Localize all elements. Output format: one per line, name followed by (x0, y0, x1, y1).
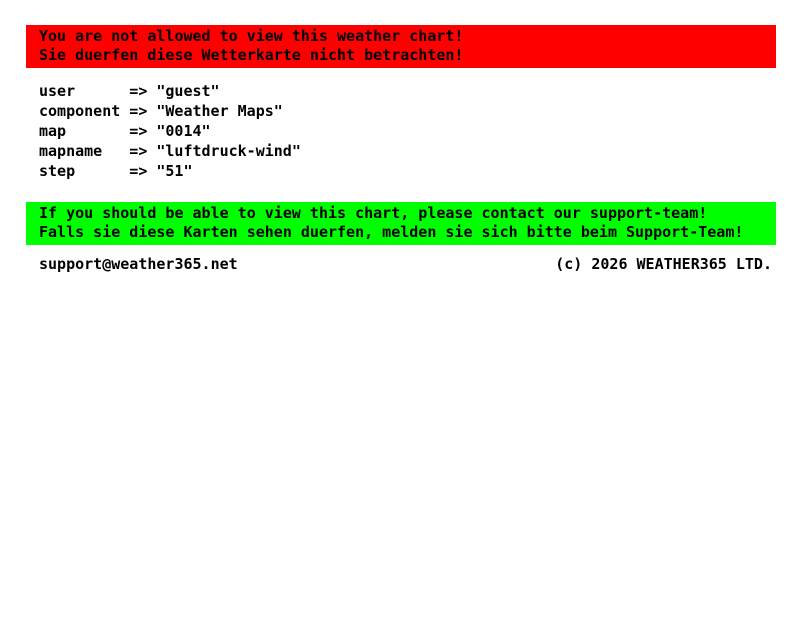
kv-arrow: => (129, 162, 148, 180)
kv-value: "luftdruck-wind" (156, 142, 301, 160)
kv-value: "Weather Maps" (156, 102, 283, 120)
kv-arrow: => (129, 102, 148, 120)
kv-arrow: => (129, 142, 148, 160)
kv-key: mapname (39, 142, 103, 160)
kv-value: "51" (156, 162, 193, 180)
error-page (26, 25, 776, 274)
kv-value: "0014" (156, 122, 211, 140)
access-denied-line-en: You are not allowed to view this weather chart! (39, 27, 464, 45)
footer (26, 254, 776, 274)
kv-key: map (39, 122, 67, 140)
support-info-banner (26, 202, 776, 245)
kv-value: "guest" (156, 82, 220, 100)
kv-row-map (39, 121, 776, 141)
kv-row-user (39, 81, 776, 101)
kv-arrow: => (129, 82, 148, 100)
kv-row-step (39, 161, 776, 181)
kv-key: step (39, 162, 76, 180)
kv-key: component (39, 102, 121, 120)
support-line-en: If you should be able to view this chart, please contact our support-team! (39, 204, 708, 222)
support-email: support@weather365.net (39, 255, 238, 273)
access-denied-banner (26, 25, 776, 68)
request-details (39, 81, 776, 181)
copyright: (c) 2026 WEATHER365 LTD. (555, 255, 772, 273)
support-line-de: Falls sie diese Karten sehen duerfen, melden sie sich bitte beim Support-Team! (39, 223, 744, 241)
kv-row-component (39, 101, 776, 121)
access-denied-line-de: Sie duerfen diese Wetterkarte nicht betrachten! (39, 46, 464, 64)
kv-row-mapname (39, 141, 776, 161)
kv-key: user (39, 82, 76, 100)
kv-arrow: => (129, 122, 148, 140)
